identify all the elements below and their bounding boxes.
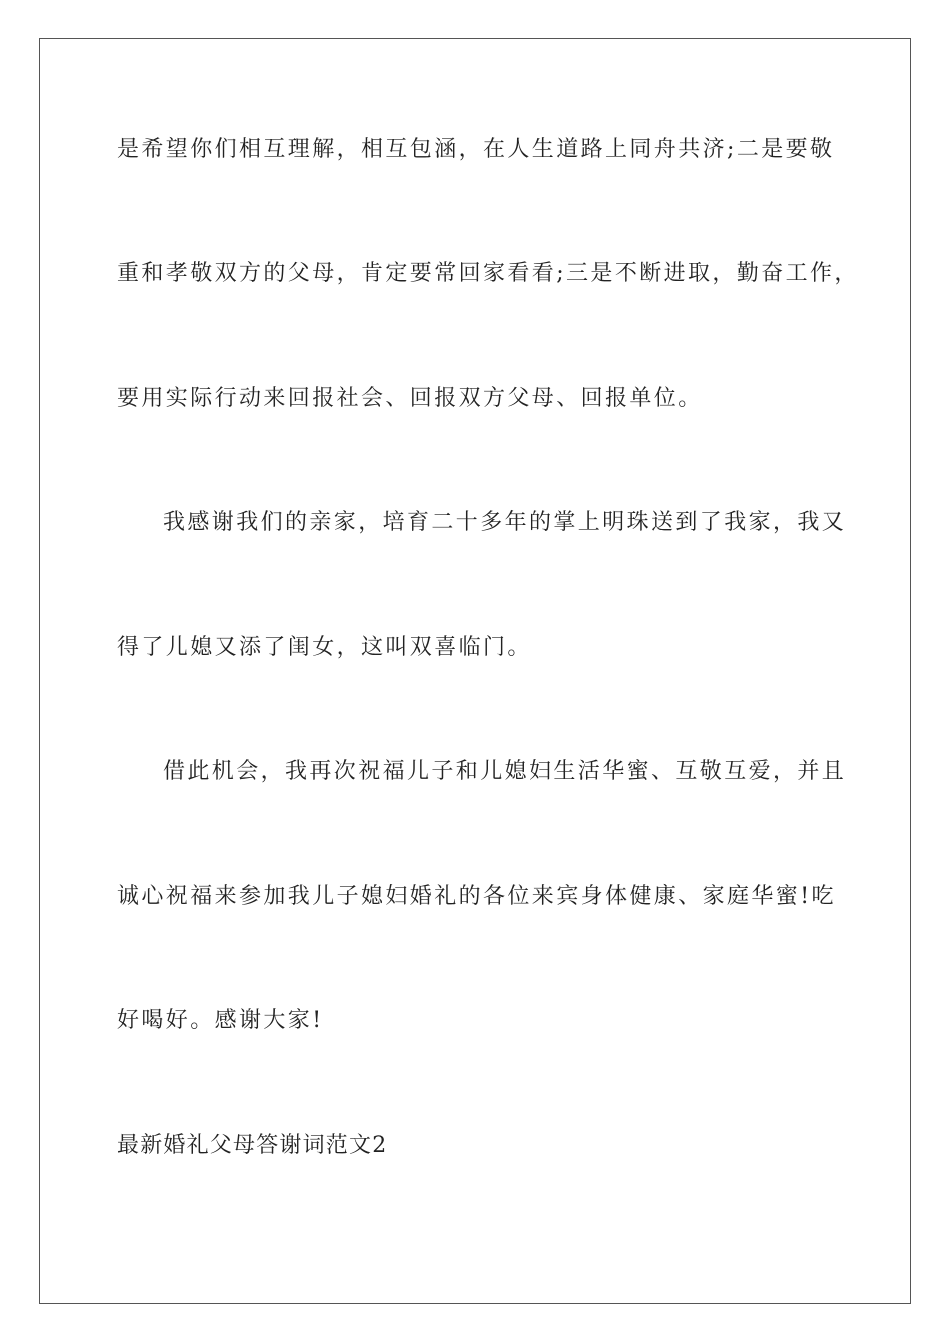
paragraph-line: 得了儿媳又添了闺女，这叫双喜临门。	[117, 635, 532, 660]
paragraph-line: 是希望你们相互理解，相互包涵，在人生道路上同舟共济;二是要敬	[117, 137, 835, 162]
paragraph-line: 借此机会，我再次祝福儿子和儿媳妇生活华蜜、互敬互爱，并且	[163, 759, 847, 784]
paragraph-line: 要用实际行动来回报社会、回报双方父母、回报单位。	[117, 386, 703, 411]
paragraph-line: 重和孝敬双方的父母，肯定要常回家看看;三是不断进取，勤奋工作，	[117, 261, 859, 286]
paragraph-line: 好喝好。感谢大家!	[117, 1008, 324, 1033]
page-border	[39, 38, 911, 1304]
section-heading: 最新婚礼父母答谢词范文2	[117, 1133, 388, 1158]
paragraph-line: 我感谢我们的亲家，培育二十多年的掌上明珠送到了我家，我又	[163, 510, 847, 535]
paragraph-line: 诚心祝福来参加我儿子媳妇婚礼的各位来宾身体健康、家庭华蜜!吃	[117, 884, 836, 909]
